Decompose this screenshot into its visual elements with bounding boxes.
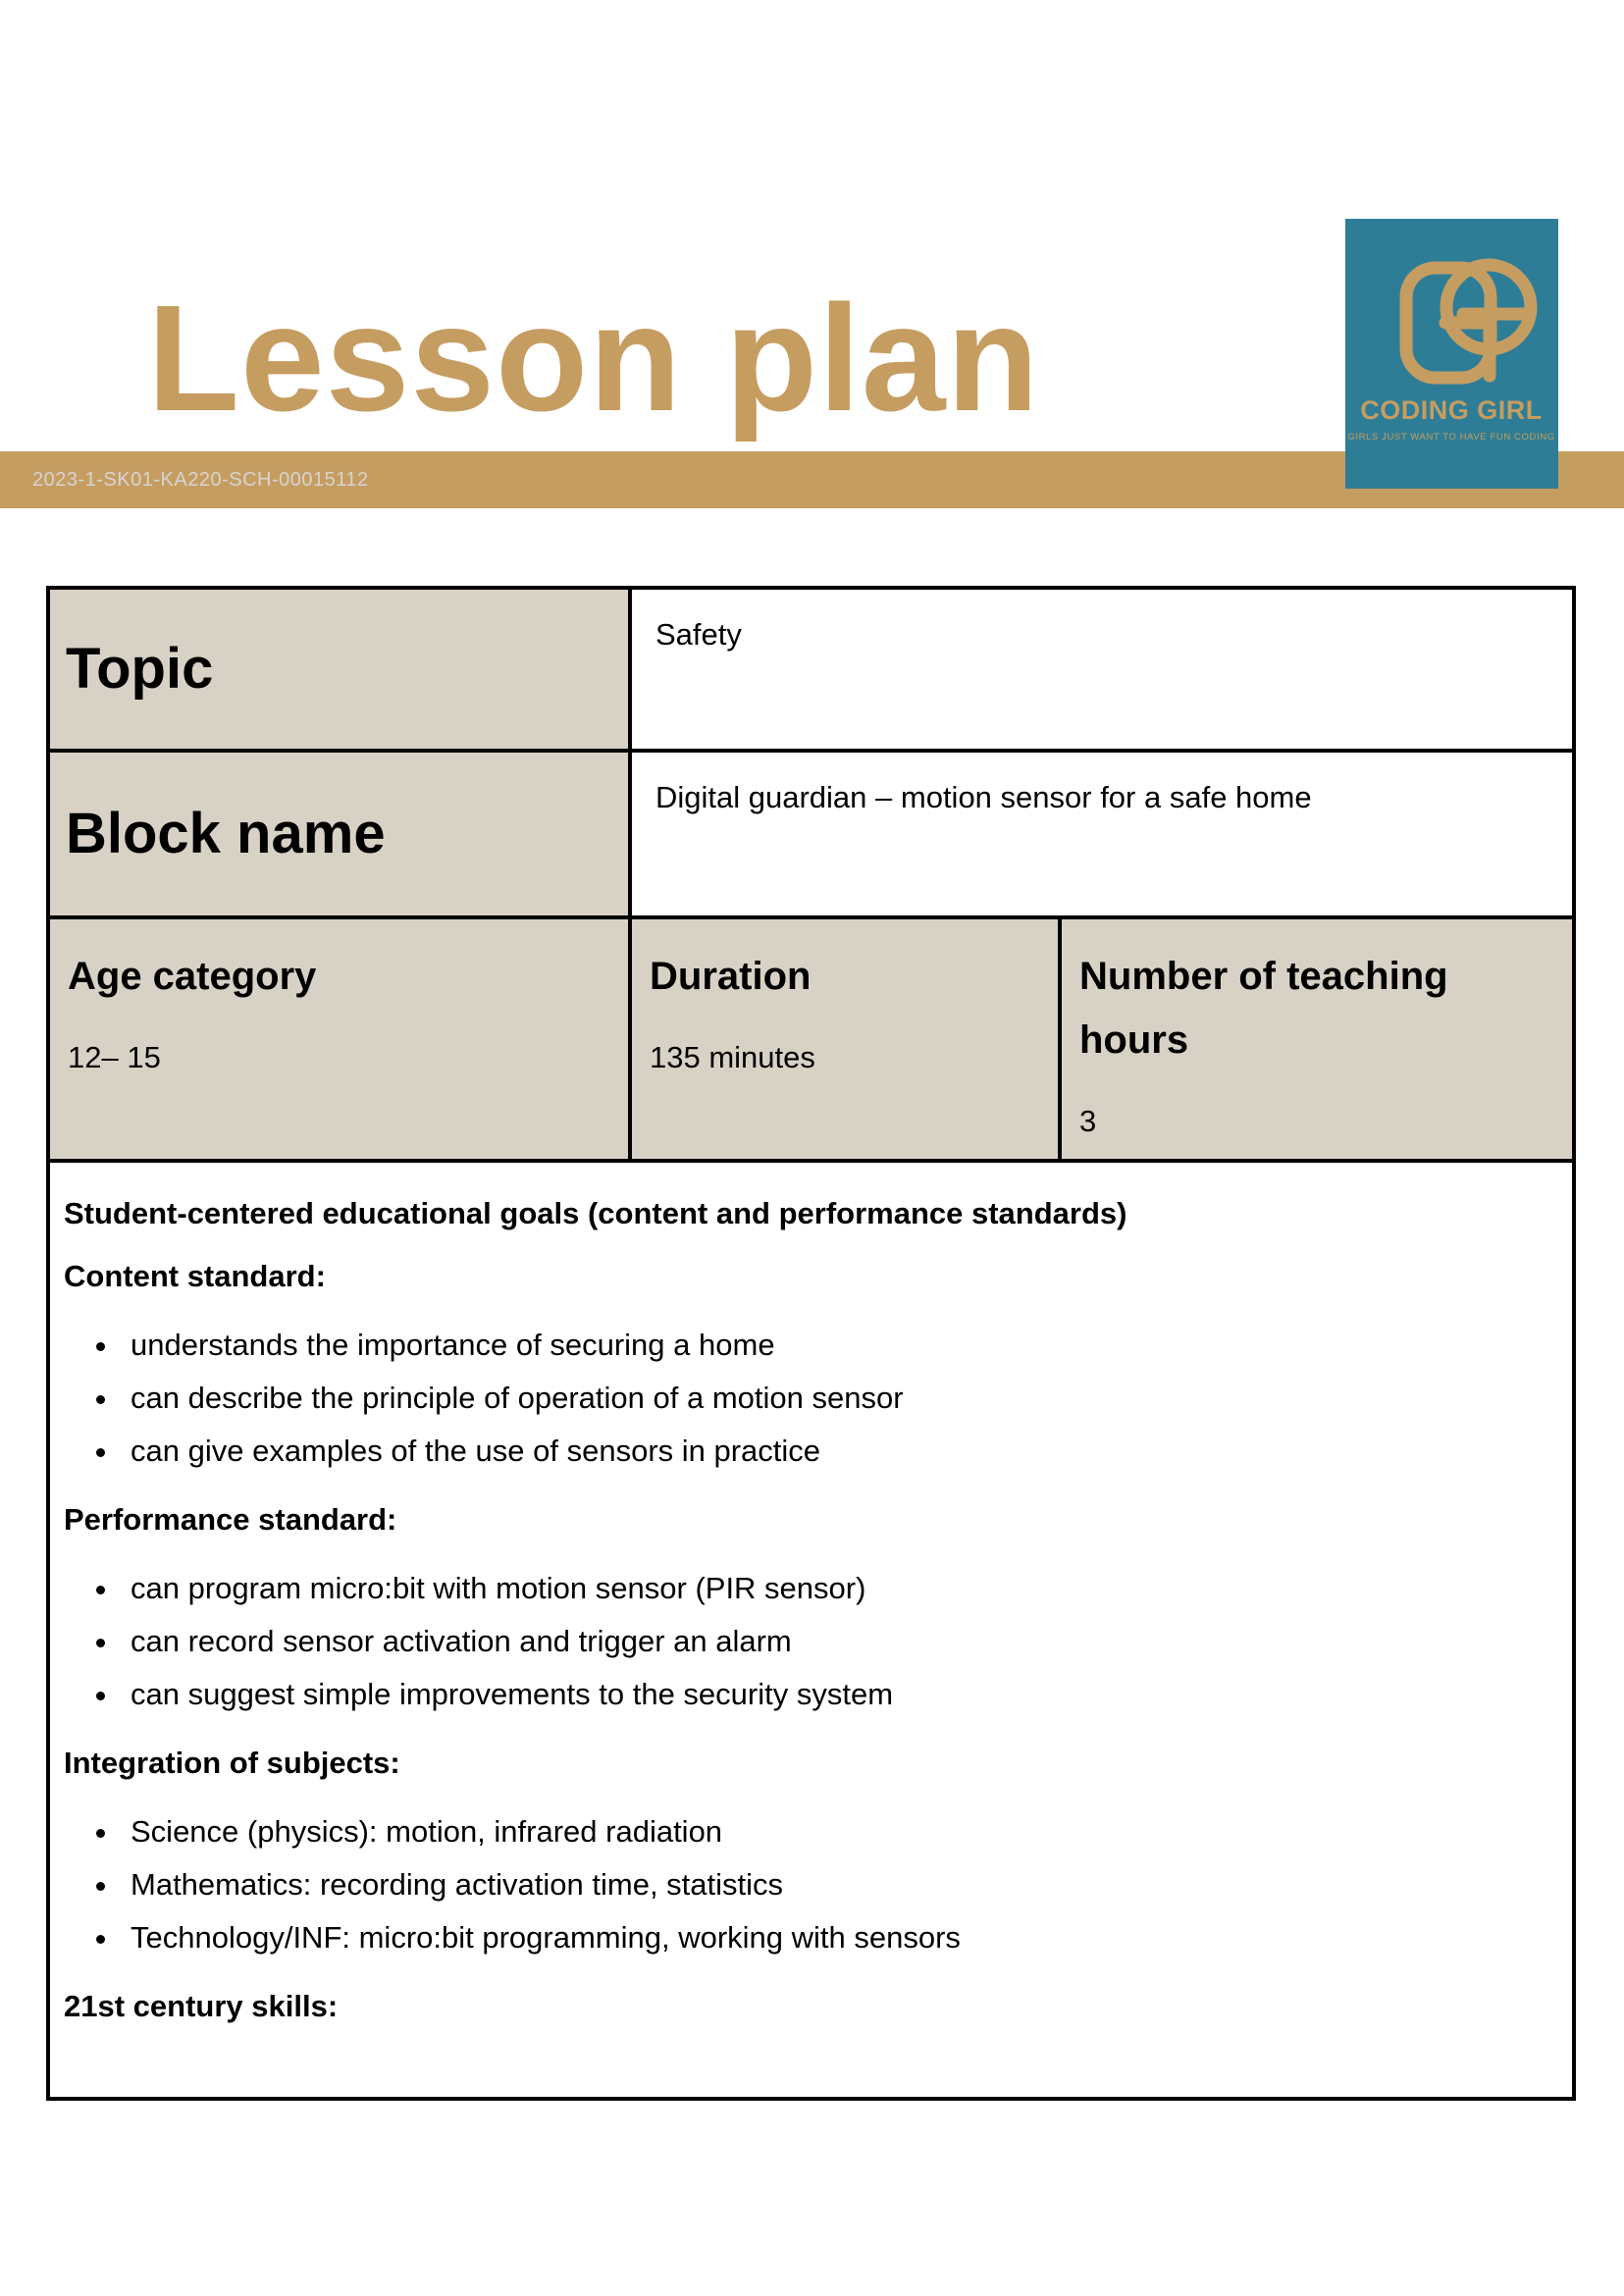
block-name-value: Digital guardian – motion sensor for a safe home xyxy=(630,751,1574,917)
page-title: Lesson plan xyxy=(147,274,1040,443)
table-row xyxy=(48,1161,1574,2099)
list-item: • can give examples of the use of sensors in practice xyxy=(121,1434,1539,1469)
coding-girl-monogram-icon xyxy=(1345,219,1558,489)
teaching-hours-cell xyxy=(1060,917,1574,1161)
list-item: • can program micro:bit with motion sensor (PIR sensor) xyxy=(121,1571,1539,1606)
list-item: • can describe the principle of operation of a motion sensor xyxy=(121,1381,1539,1416)
duration-label: Duration xyxy=(650,955,812,998)
content-standard-list xyxy=(64,1328,1539,1469)
integration-heading: Integration of subjects: xyxy=(64,1746,400,1780)
educational-goals-cell xyxy=(48,1161,1574,2099)
list-item: • understands the importance of securing a home xyxy=(121,1328,1539,1363)
lesson-info-table xyxy=(46,586,1576,2101)
duration-value: 135 minutes xyxy=(650,1040,815,1074)
list-item: • Technology/INF: micro:bit programming, working with sensors xyxy=(121,1920,1539,1956)
performance-standard-heading: Performance standard: xyxy=(64,1502,397,1537)
goals-heading: Student-centered educational goals (content and performance standards) xyxy=(64,1196,1127,1230)
age-category-value: 12– 15 xyxy=(68,1040,161,1074)
table-row xyxy=(48,917,1574,1161)
logo-name: CODING GIRL xyxy=(1360,395,1543,425)
age-category-cell xyxy=(48,917,630,1161)
list-item: • Science (physics): motion, infrared radiation xyxy=(121,1814,1539,1850)
duration-cell xyxy=(630,917,1060,1161)
list-item: • can record sensor activation and trigger an alarm xyxy=(121,1624,1539,1659)
block-name-label: Block name xyxy=(48,751,630,917)
integration-list xyxy=(64,1814,1539,1956)
logo-tagline: GIRLS JUST WANT TO HAVE FUN CODING xyxy=(1347,432,1555,443)
performance-standard-list xyxy=(64,1571,1539,1712)
content-standard-heading: Content standard: xyxy=(64,1259,326,1293)
table-row xyxy=(48,751,1574,917)
table-row xyxy=(48,588,1574,751)
topic-label: Topic xyxy=(48,588,630,751)
teaching-hours-label: Number of teaching hours xyxy=(1079,955,1448,1062)
topic-value: Safety xyxy=(630,588,1574,751)
project-reference-code: 2023-1-SK01-KA220-SCH-00015112 xyxy=(32,468,369,491)
list-item: • can suggest simple improvements to the security system xyxy=(121,1677,1539,1712)
list-item: • Mathematics: recording activation time, statistics xyxy=(121,1867,1539,1903)
skills-heading: 21st century skills: xyxy=(64,1989,339,2023)
age-category-label: Age category xyxy=(68,955,317,998)
coding-girl-logo xyxy=(1345,219,1558,489)
teaching-hours-value: 3 xyxy=(1079,1104,1097,1138)
